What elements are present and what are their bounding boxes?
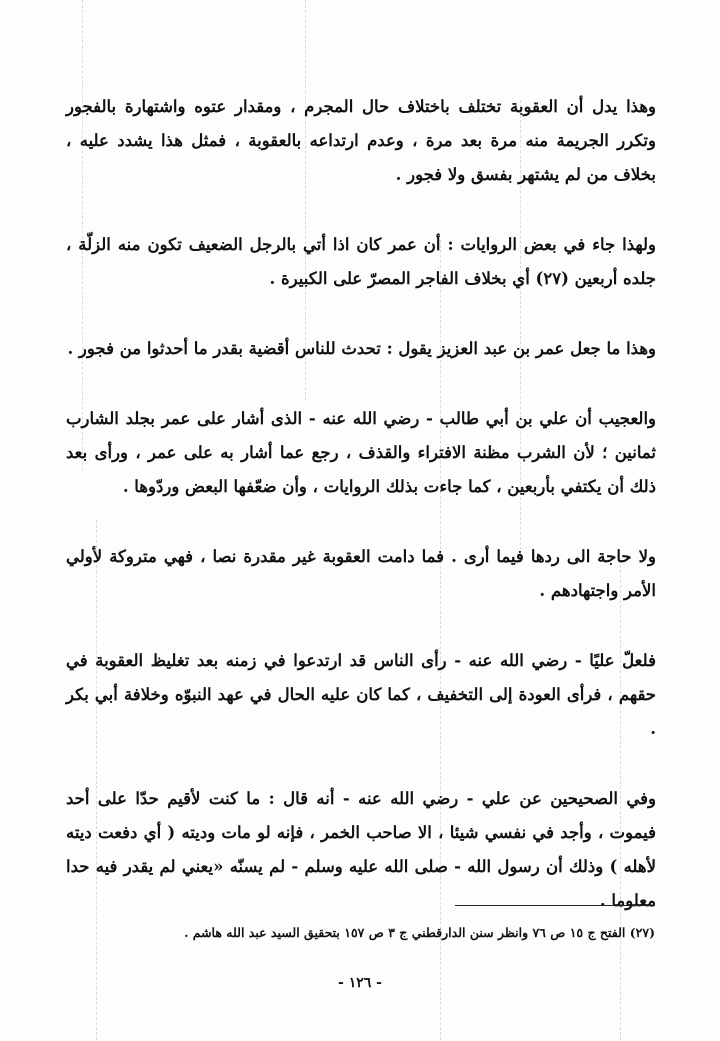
- paragraph-3: وهذا ما جعل عمر بن عبد العزيز يقول : تحدث للناس أقضية بقدر ما أحدثوا من فجور .: [67, 339, 656, 358]
- paragraph-2: ولهذا جاء في بعض الروايات : أن عمر كان اذا أتي بالرجل الضعيف تكون منه الزلّة ، جلده أربعين (٢٧) أي بخلاف الفاجر المصرّ على الكبيرة .: [66, 235, 656, 288]
- paragraph-1: وهذا يدل أن العقوبة تختلف باختلاف حال المجرم ، ومقدار عتوه واشتهارة بالفجور وتكرر الجريمة منه مرة بعد مرة ، وعدم ارتداعه بالعقوبة ، فمثل هذا يشدد عليه ، بخلاف من لم يشتهر بفسق ولا فجور .: [66, 97, 656, 184]
- paragraph-4: والعجيب أن علي بن أبي طالب - رضي الله عنه - الذى أشار على عمر بجلد الشارب ثمانين ؛ لأن الشرب مظنة الافتراء والقذف ، رجع عما أشار به على عمر ، ورأى بعد ذلك أن يكتفي بأربعين ، كما جاءت بذلك الروايات ، وأن ضعّفها البعض وردّوها .: [66, 409, 656, 496]
- footnote-divider: [455, 905, 655, 906]
- footnote: (٢٧) الفتح ج ١٥ ص ٧٦ وانظر سنن الدارقطني ج ٣ ص ١٥٧ بتحقيق السيد عبد الله هاشم .: [184, 925, 655, 940]
- paragraph-7: وفي الصحيحين عن علي - رضي الله عنه - أنه قال : ما كنت لأقيم حدّا على أحد فيموت ، وأجد في نفسي شيئا ، الا صاحب الخمر ، فإنه لو مات وديته ( أي دفعت ديته لأهله ) وذلك أن رسول الله - صلى الله عليه وسلم - لم يسنّه «يعني لم يقدر فيه حدا معلوما .: [66, 789, 656, 910]
- paragraph-6: فلعلّ عليًا - رضي الله عنه - رأى الناس قد ارتدعوا في زمنه بعد تغليظ العقوبة في حقهم ، فرأى العودة إلى التخفيف ، كما كان عليه الحال في عهد النبوّه وخلافة أبي بكر .: [66, 651, 656, 738]
- page-number: - ١٢٦ -: [338, 975, 382, 991]
- main-text: [66, 90, 656, 954]
- paragraph-5: ولا حاجة الى ردها فيما أرى . فما دامت العقوبة غير مقدرة نصا ، فهي متروكة لأولي الأمر واجتهادهم .: [66, 547, 656, 600]
